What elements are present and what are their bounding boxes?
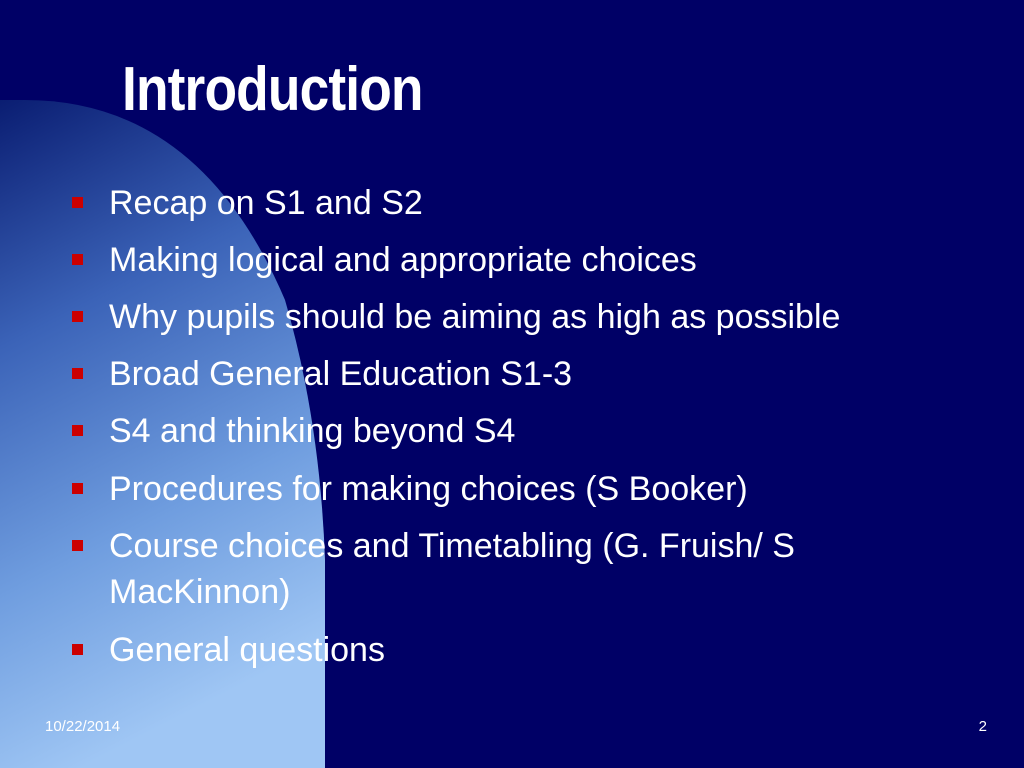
bullet-item bbox=[72, 180, 972, 226]
bullet-text: Recap on S1 and S2 bbox=[109, 184, 423, 222]
bullet-item bbox=[72, 466, 972, 512]
bullet-item bbox=[72, 237, 972, 283]
square-bullet-icon bbox=[72, 254, 83, 265]
bullet-item bbox=[72, 294, 972, 340]
footer-date: 10/22/2014 bbox=[45, 718, 121, 735]
bullet-text: Procedures for making choices (S Booker) bbox=[109, 470, 748, 508]
square-bullet-icon bbox=[72, 197, 83, 208]
bullet-item bbox=[72, 351, 972, 397]
page-number: 2 bbox=[978, 718, 987, 735]
bullet-item bbox=[72, 523, 972, 615]
bullet-item bbox=[72, 627, 972, 673]
bullet-item bbox=[72, 408, 972, 454]
bullet-text: Broad General Education S1-3 bbox=[109, 355, 573, 393]
slide-title: Introduction bbox=[122, 55, 423, 124]
square-bullet-icon bbox=[72, 368, 83, 379]
square-bullet-icon bbox=[72, 425, 83, 436]
square-bullet-icon bbox=[72, 540, 83, 551]
bullet-text: Why pupils should be aiming as high as possible bbox=[109, 298, 841, 336]
bullet-text: Making logical and appropriate choices bbox=[109, 241, 697, 279]
bullet-text: General questions bbox=[109, 631, 385, 669]
square-bullet-icon bbox=[72, 311, 83, 322]
square-bullet-icon bbox=[72, 483, 83, 494]
square-bullet-icon bbox=[72, 644, 83, 655]
bullet-text: Course choices and Timetabling (G. Fruish/ S MacKinnon) bbox=[109, 527, 795, 611]
bullet-text: S4 and thinking beyond S4 bbox=[109, 412, 516, 450]
